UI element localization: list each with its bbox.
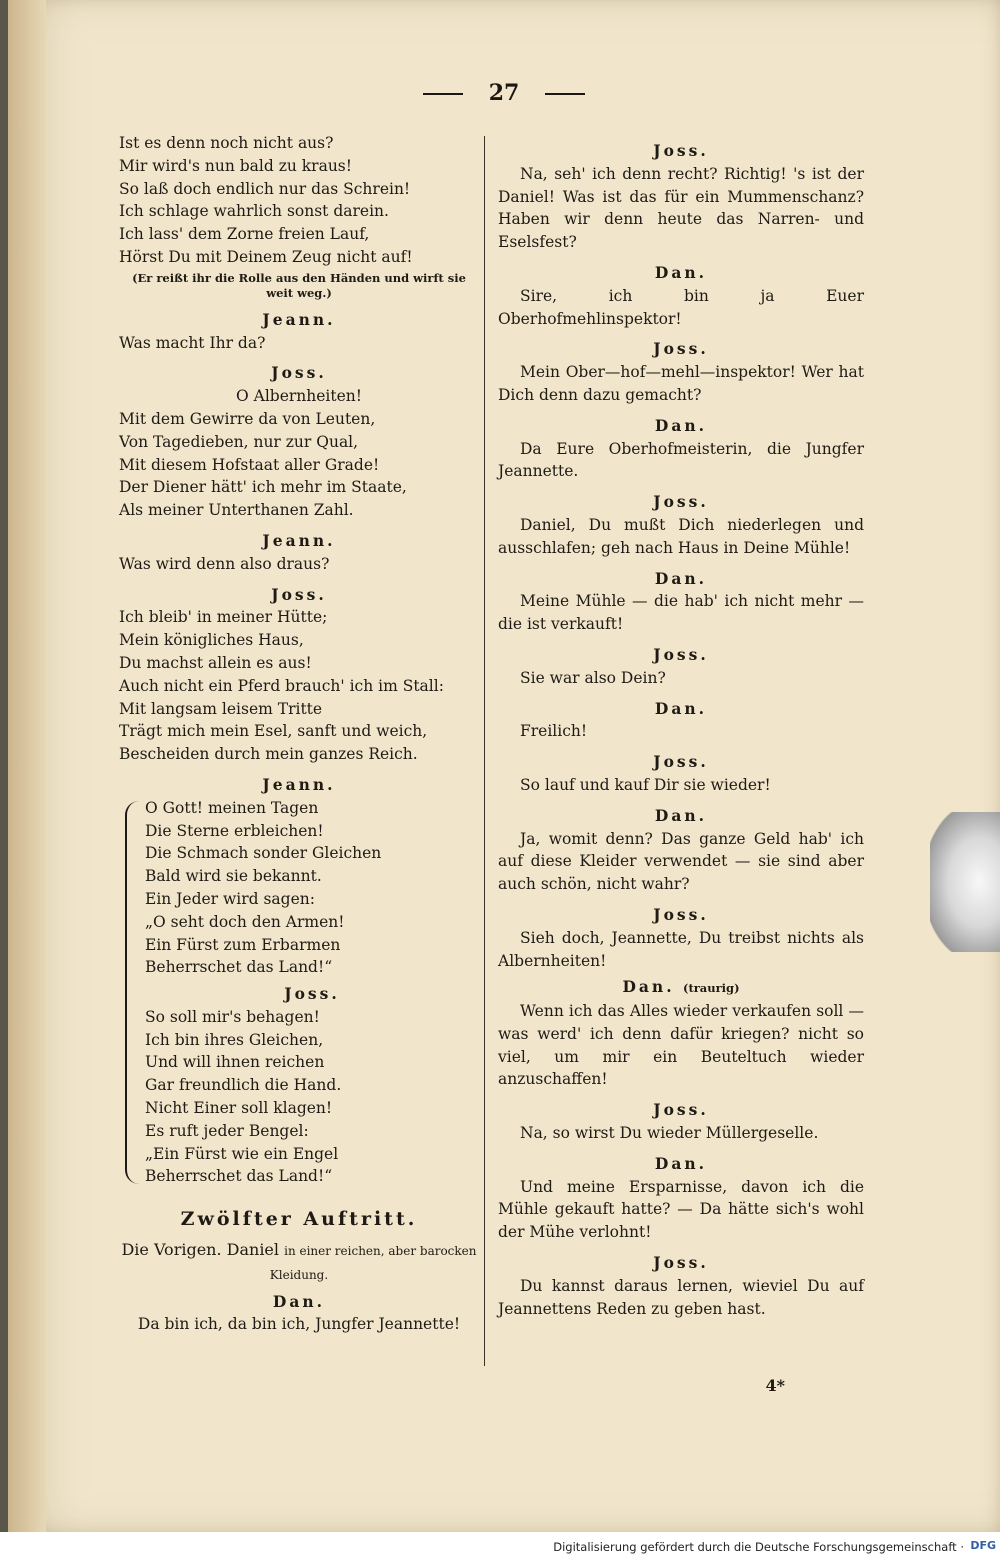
verse-line: O Gott! meinen Tagen [145, 798, 319, 817]
speaker-label: Dan. [622, 977, 675, 997]
speaker-name: Joss. [271, 584, 327, 604]
footer-bar [0, 1532, 1000, 1561]
speaker-name: Joss. [271, 363, 327, 383]
speaker-name: Joss. [653, 752, 709, 772]
speaker-name: Dan. [654, 415, 708, 435]
verse-line: Und will ihnen reichen [145, 1053, 325, 1072]
curly-brace-icon [125, 801, 141, 1185]
header-rule-right [545, 93, 585, 95]
speaker-note: (traurig) [683, 981, 740, 996]
column-divider [484, 136, 485, 1366]
verse-line: So soll mir's behagen! [145, 1007, 320, 1026]
verse-line: Beherrschet das Land!“ [145, 1167, 333, 1186]
dfg-logo-icon: DFG [970, 1539, 996, 1552]
speaker-name: Joss. [653, 141, 709, 160]
verse-line: Mein königliches Haus, [119, 631, 304, 650]
book-page [8, 0, 1000, 1532]
verse-line: O Albernheiten! [236, 387, 362, 406]
verse-line: Hörst Du mit Deinem Zeug nicht auf! [119, 247, 413, 266]
speaker-name: Jeann. [262, 530, 336, 550]
verse-line: Bescheiden durch mein ganzes Reich. [119, 745, 418, 764]
verse-line: Was wird denn also draus? [119, 554, 330, 573]
verse-line: Ein Fürst zum Erbarmen [145, 935, 341, 954]
speaker-name: Joss. [653, 492, 709, 512]
page-turn-tab[interactable] [930, 812, 1000, 952]
verse-line: Trägt mich mein Esel, sanft und weich, [119, 722, 428, 741]
speaker-name: Dan. [654, 805, 708, 825]
verse-line: Als meiner Unterthanen Zahl. [119, 501, 354, 520]
left-column [119, 132, 479, 1336]
speaker-name: Dan. [654, 262, 708, 282]
page-gutter-shadow [8, 0, 46, 1532]
speaker-name: Joss. [653, 339, 709, 359]
verse-line: Mir wird's nun bald zu kraus! [119, 156, 352, 175]
verse-line: Auch nicht ein Pferd brauch' ich im Stall: [119, 676, 444, 695]
scene-title: Zwölfter Auftritt. [180, 1208, 418, 1231]
verse-line: Gar freundlich die Hand. [145, 1076, 342, 1095]
dialogue-paragraph: Da Eure Oberhofmeisterin, die Jungfer Jeannette. [498, 439, 864, 481]
speaker-name: Jeann. [262, 774, 336, 794]
speaker-name [498, 976, 864, 1000]
dialogue-paragraph: Ja, womit denn? Das ganze Geld hab' ich auf diese Kleider verwendet — sie sind aber auch schön, nicht wahr? [498, 829, 864, 894]
page-number: 27 [488, 80, 520, 106]
verse-line: Von Tagedieben, nur zur Qual, [119, 432, 359, 451]
verse-line: Bald wird sie bekannt. [145, 867, 322, 886]
persons-description: in einer reichen, aber barocken Kleidung. [269, 1244, 477, 1282]
verse-line: Ich schlage wahrlich sonst darein. [119, 202, 389, 221]
dialogue-paragraph: Sieh doch, Jeannette, Du treibst nichts als Albernheiten! [498, 928, 864, 970]
verse-line: Ich lass' dem Zorne freien Lauf, [119, 225, 370, 244]
dialogue-paragraph: Du kannst daraus lernen, wieviel Du auf Jeannettens Reden zu geben hast. [498, 1276, 864, 1318]
verse-line: Die Schmach sonder Gleichen [145, 844, 382, 863]
stage-direction: (Er reißt ihr die Rolle aus den Händen und wirft sie weit weg.) [132, 270, 466, 300]
dialogue-paragraph: Na, seh' ich denn recht? Richtig! 's ist der Daniel! Was ist das für ein Mummenschanz? Haben wir denn heute das Narren- und Eselsfest? [498, 164, 864, 252]
dialogue-paragraph: Na, so wirst Du wieder Müllergeselle. [520, 1124, 819, 1143]
speaker-name: Joss. [653, 1253, 709, 1273]
speaker-name: Joss. [653, 644, 709, 664]
dialogue-paragraph: Sire, ich bin ja Euer Oberhofmehlinspektor! [498, 286, 864, 328]
verse-line: Nicht Einer soll klagen! [145, 1099, 333, 1118]
verse-line: Ich bin ihres Gleichen, [145, 1030, 324, 1049]
page-header [8, 80, 1000, 106]
persons-main: Die Vorigen. Daniel [121, 1240, 280, 1260]
speaker-name: Dan. [654, 698, 708, 718]
verse-line: Es ruft jeder Bengel: [145, 1121, 309, 1140]
speaker-name: Dan. [272, 1291, 326, 1311]
verse-line: Ich bleib' in meiner Hütte; [119, 608, 328, 627]
header-rule-left [423, 93, 463, 95]
bracketed-verse-block [119, 797, 479, 1189]
dialogue-paragraph: So lauf und kauf Dir sie wieder! [520, 775, 771, 794]
speaker-name: Dan. [654, 568, 708, 588]
verse-line: „Ein Fürst wie ein Engel [145, 1144, 339, 1163]
speaker-name: Joss. [653, 904, 709, 924]
speaker-name: Joss. [284, 984, 340, 1004]
dialogue-paragraph: Meine Mühle — die hab' ich nicht mehr — die ist verkauft! [498, 592, 864, 634]
verse-line: Ein Jeder wird sagen: [145, 889, 315, 908]
verse-line: So laß doch endlich nur das Schrein! [119, 179, 411, 198]
verse-line: „O seht doch den Armen! [145, 912, 345, 931]
dialogue-paragraph: Freilich! [520, 722, 588, 741]
dialogue-paragraph: Und meine Ersparnisse, davon ich die Mühle gekauft hatte? — Da hätte sich's wohl der Mühe verlohnt! [498, 1177, 864, 1242]
speaker-name: Joss. [653, 1100, 709, 1120]
verse-line: Mit dem Gewirre da von Leuten, [119, 409, 376, 428]
verse-line: Mit langsam leisem Tritte [119, 699, 323, 718]
right-column [498, 132, 864, 1320]
dialogue-paragraph: Sie war also Dein? [520, 668, 666, 687]
verse-line: Mit diesem Hofstaat aller Grade! [119, 455, 380, 474]
verse-line: Beherrschet das Land!“ [145, 958, 333, 977]
footer-credit: Digitalisierung gefördert durch die Deutsche Forschungsgemeinschaft · [553, 1540, 964, 1554]
verse-line: Du machst allein es aus! [119, 653, 312, 672]
verse-line: Die Sterne erbleichen! [145, 821, 324, 840]
verse-line: Ist es denn noch nicht aus? [119, 134, 334, 152]
verse-line: Was macht Ihr da? [119, 333, 266, 352]
printer-signature: 4* [765, 1376, 785, 1395]
verse-line: Der Diener hätt' ich mehr im Staate, [119, 478, 407, 497]
speaker-name: Dan. [654, 1153, 708, 1173]
dialogue-paragraph: Mein Ober—hof—mehl—inspektor! Wer hat Dich denn dazu gemacht? [498, 363, 864, 404]
dialogue-line: Da bin ich, da bin ich, Jungfer Jeannette! [137, 1315, 461, 1334]
speaker-name: Jeann. [262, 309, 336, 329]
scene-persons [119, 1239, 479, 1287]
dialogue-paragraph: Daniel, Du mußt Dich niederlegen und ausschlafen; geh nach Haus in Deine Mühle! [498, 515, 864, 557]
dialogue-paragraph: Wenn ich das Alles wieder verkaufen soll — was werd' ich denn dafür kriegen? nicht so viel, um mir ein Beuteltuch wieder anzuschaffen! [498, 1002, 864, 1089]
